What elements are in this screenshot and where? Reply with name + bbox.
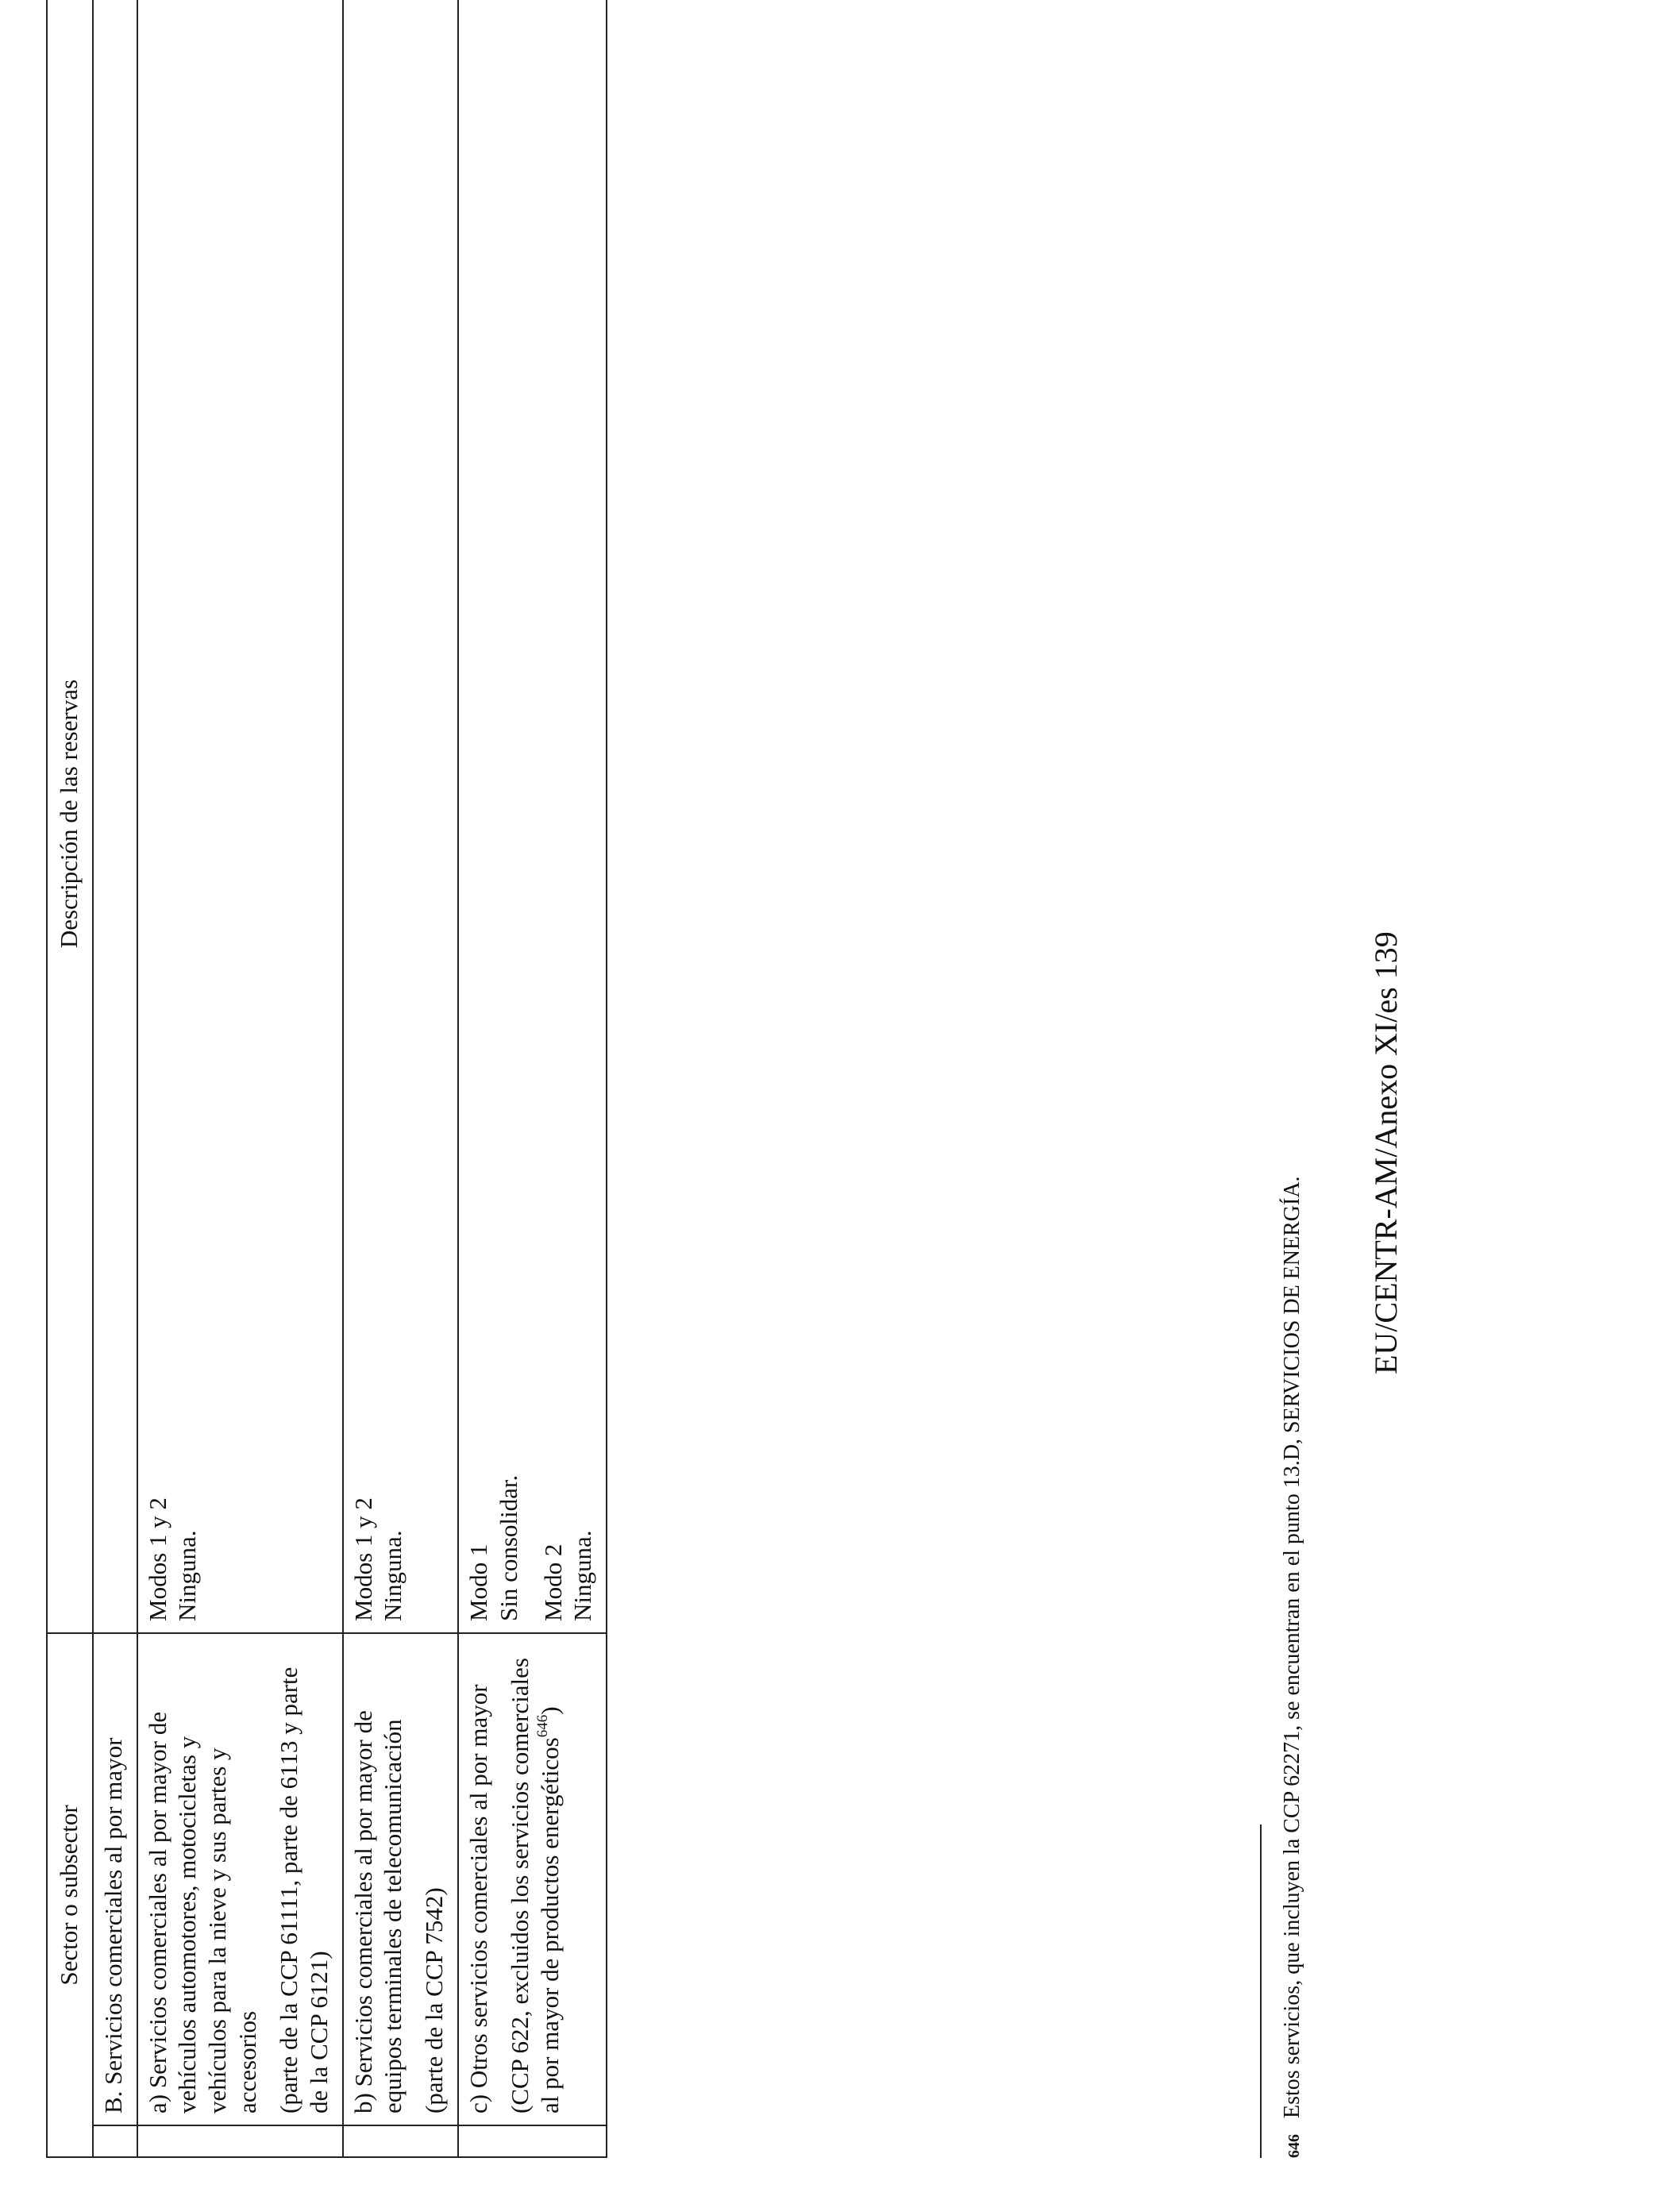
mode-block: [538, 5, 599, 1621]
table-row: [343, 0, 458, 2157]
reservations-table: [46, 0, 607, 2158]
section-title: B. Servicios comerciales al por mayor: [93, 1633, 137, 2125]
mode-value: Ninguna.: [173, 1530, 202, 1621]
page-reference: EU/CENTR-AM/Anexo XI/es 139: [1368, 931, 1404, 1374]
section-indent-cell: [93, 2125, 137, 2157]
footnote-separator: [1260, 1824, 1262, 2158]
mode-value: Ninguna.: [568, 1530, 597, 1621]
footnote-ref: 646: [534, 1714, 551, 1738]
sector-code: [505, 1643, 565, 2113]
row-indent-cell: [137, 2125, 343, 2157]
description-cell: [458, 0, 607, 1633]
sector-text: a) Servicios comerciales al por mayor de vehículos automotores, motocicletas y vehículos para la nieve y sus partes y accesorios: [143, 1711, 262, 2113]
section-row: [93, 0, 137, 2157]
description-cell: [137, 0, 343, 1633]
sector-cell: [458, 1633, 607, 2125]
footnote-text: Estos servicios, que incluyen la CCP 62271, se encuentran en el punto 13.D, SERVICIOS DE ENERGÍA.: [1280, 1176, 1304, 2118]
mode-label: Modo 2: [538, 1543, 567, 1621]
sector-code: (parte de la CCP 61111, parte de 6113 y parte de la CCP 6121): [274, 1666, 333, 2113]
sector-code-text: (CCP 622, excluidos los servicios comerciales al por mayor de productos energéticos: [505, 1658, 564, 2113]
table-row: [458, 0, 607, 2157]
mode-block: [349, 5, 409, 1621]
sector-cell: [343, 1633, 458, 2125]
mode-label: Modo 1: [464, 1543, 492, 1621]
row-indent-cell: [343, 2125, 458, 2157]
sector-code-close: ): [535, 1706, 564, 1715]
mode-block: [464, 5, 524, 1621]
header-description: Descripción de las reservas: [47, 0, 93, 1633]
sector-code: (parte de la CCP 7542): [420, 1887, 449, 2113]
mode-block: [143, 5, 203, 1621]
sector-text: b) Servicios comerciales al por mayor de equipos terminales de telecomunicación: [349, 1710, 407, 2113]
sector-cell: [137, 1633, 343, 2125]
row-indent-cell: [458, 2125, 607, 2157]
header-sector: Sector o subsector: [47, 1633, 93, 2157]
table-row: [137, 0, 343, 2157]
section-description-cell: [93, 0, 137, 1633]
mode-label: Modos 1 y 2: [143, 1497, 171, 1621]
footnote-number: 646: [1285, 2134, 1303, 2158]
sector-text: c) Otros servicios comerciales al por mayor: [464, 1684, 492, 2113]
mode-label: Modos 1 y 2: [349, 1497, 377, 1621]
mode-value: Ninguna.: [379, 1530, 407, 1621]
mode-value: Sin consolidar.: [494, 1474, 522, 1621]
footnote: [1280, 1176, 1305, 2158]
description-cell: [343, 0, 458, 1633]
table-header-row: [47, 0, 93, 2157]
